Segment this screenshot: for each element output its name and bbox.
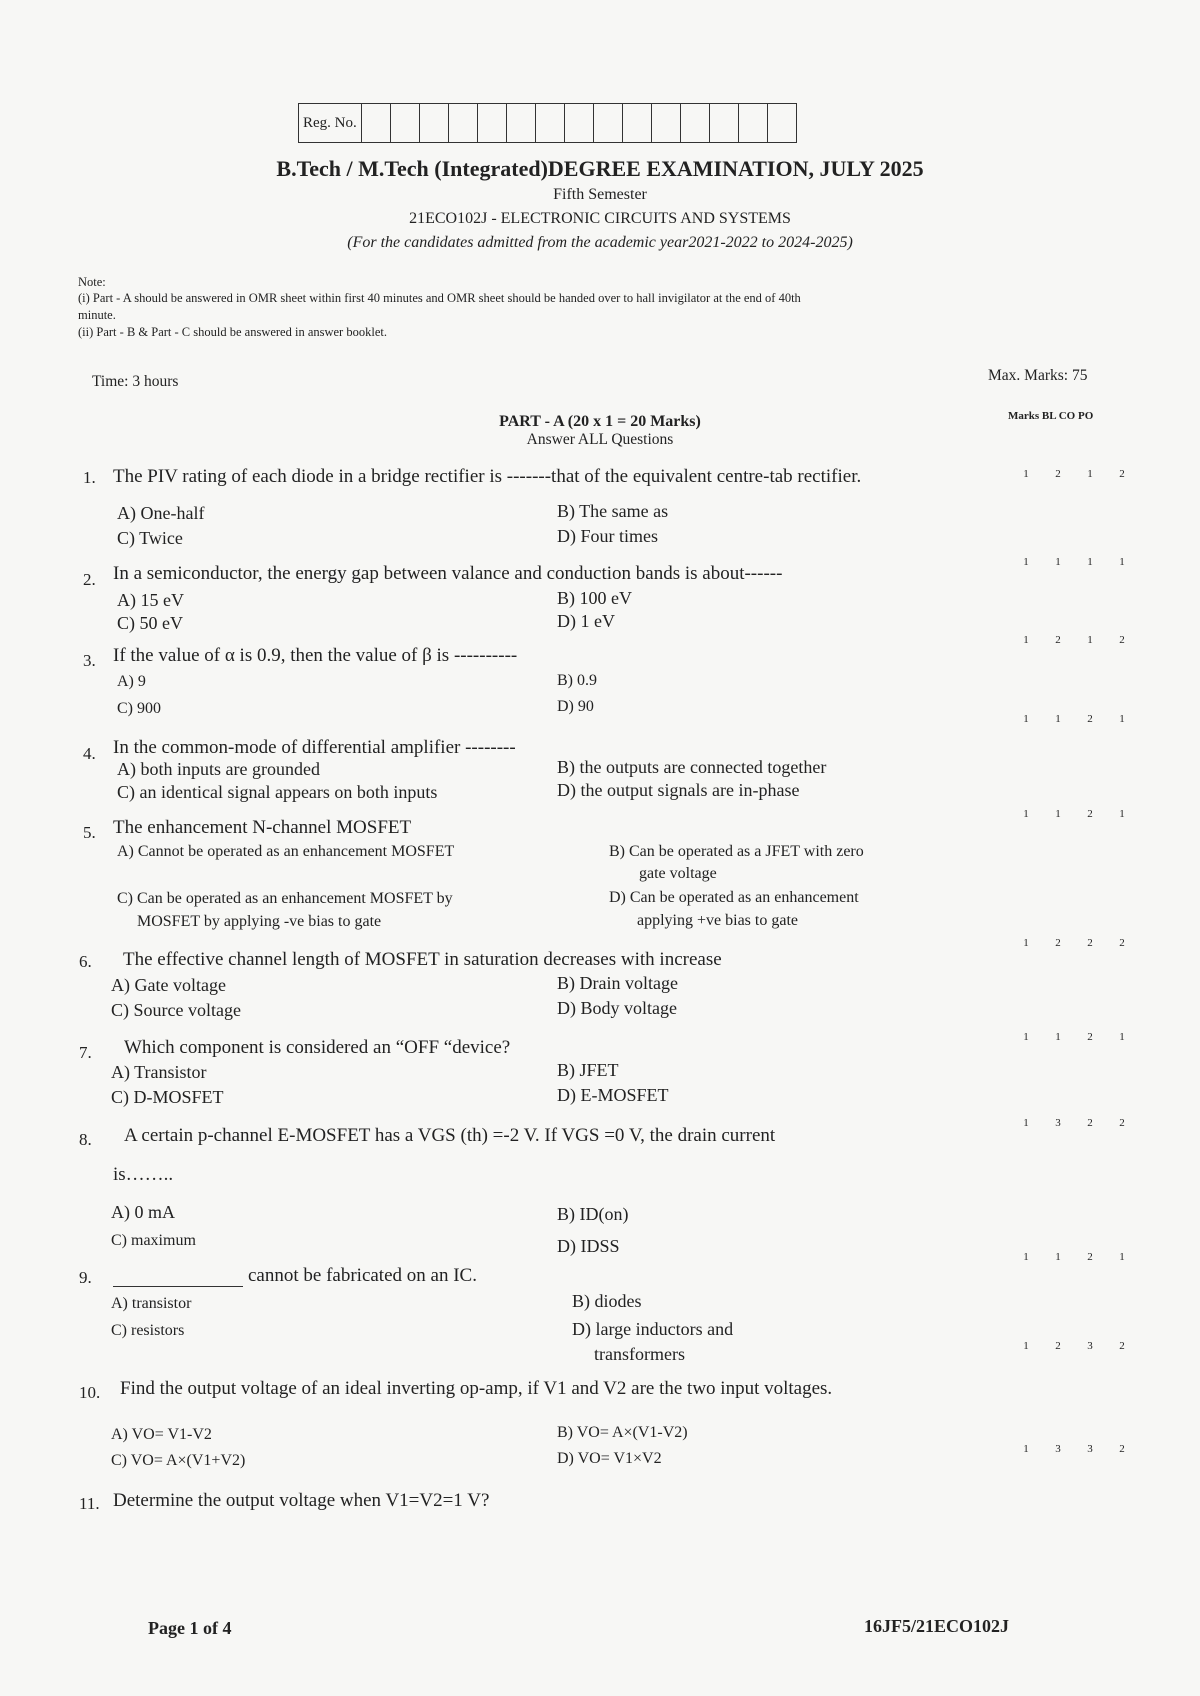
- question-number: 10.: [79, 1383, 101, 1402]
- option-a: A) Gate voltage: [111, 975, 226, 995]
- question-text: Determine the output voltage when V1=V2=1 V?: [113, 1490, 490, 1511]
- option-d: D) VO= V1×V2: [557, 1450, 662, 1467]
- option-a: A) Cannot be operated as an enhancement MOSFET: [117, 843, 455, 860]
- question-number: 11.: [79, 1494, 100, 1513]
- question-text-cont: is……..: [113, 1164, 174, 1185]
- option-c: C) VO= A×(V1+V2): [111, 1452, 246, 1469]
- page-number: Page 1 of 4: [148, 1618, 232, 1638]
- option-d: D) 1 eV: [557, 611, 615, 631]
- question-text: If the value of α is 0.9, then the value of β is ----------: [113, 645, 518, 666]
- part-a-sub: Answer ALL Questions: [526, 431, 674, 448]
- option-b: B) diodes: [572, 1291, 642, 1311]
- note-line-1: (i) Part - A should be answered in OMR sheet within first 40 minutes and OMR sheet should be handed over to hall invigilator at the end of 40th: [78, 291, 801, 305]
- option-c: C) an identical signal appears on both inputs: [117, 782, 438, 802]
- exam-title: B.Tech / M.Tech (Integrated)DEGREE EXAMINATION, JULY 2025: [276, 156, 924, 181]
- question-text: In the common-mode of differential amplifier --------: [113, 737, 516, 758]
- option-b: B) VO= A×(V1-V2): [557, 1424, 688, 1441]
- option-b: B) ID(on): [557, 1204, 629, 1224]
- question-marks: 1 1 2 1: [1023, 1251, 1125, 1263]
- option-c: C) maximum: [111, 1232, 196, 1249]
- course-title: 21ECO102J - ELECTRONIC CIRCUITS AND SYSTEMS: [409, 210, 791, 227]
- question-marks: 1 3 2 2: [1023, 1117, 1125, 1129]
- question-text: The effective channel length of MOSFET in saturation decreases with increase: [123, 949, 722, 970]
- question-number: 1.: [83, 468, 96, 487]
- question-number: 3.: [83, 651, 96, 670]
- question-text: Which component is considered an “OFF “device?: [124, 1037, 511, 1058]
- note-heading: Note:: [78, 275, 106, 289]
- question-text: cannot be fabricated on an IC.: [248, 1265, 477, 1286]
- marks-column-header: Marks BL CO PO: [1008, 410, 1094, 422]
- reg-no-box: [298, 103, 797, 143]
- option-d: D) Four times: [557, 526, 658, 546]
- question-number: 7.: [79, 1043, 92, 1062]
- question-text: A certain p-channel E-MOSFET has a VGS (th) =-2 V. If VGS =0 V, the drain current: [124, 1125, 776, 1146]
- question-marks: 1 2 1 2: [1023, 634, 1125, 646]
- option-d: D) 90: [557, 698, 594, 715]
- option-c: C) Source voltage: [111, 1000, 241, 1020]
- question-marks: 1 2 2 2: [1023, 937, 1125, 949]
- question-number: 8.: [79, 1130, 92, 1149]
- option-b: B) 100 eV: [557, 588, 632, 608]
- option-d: D) large inductors and: [572, 1319, 734, 1339]
- option-c: C) resistors: [111, 1322, 185, 1339]
- option-d: D) Body voltage: [557, 998, 677, 1018]
- max-marks: Max. Marks: 75: [988, 367, 1088, 384]
- question-marks: 1 1 2 1: [1023, 1031, 1125, 1043]
- option-a: A) 9: [117, 673, 146, 690]
- question-text: Find the output voltage of an ideal inverting op-amp, if V1 and V2 are the two input voltages.: [120, 1378, 833, 1399]
- question-marks: 1 2 3 2: [1023, 1340, 1125, 1352]
- question-marks: 1 1 1 1: [1023, 556, 1125, 568]
- question-text: The enhancement N-channel MOSFET: [113, 817, 412, 838]
- option-d-cont: transformers: [594, 1344, 685, 1364]
- question-marks: 1 1 2 1: [1023, 713, 1125, 725]
- option-a: A) Transistor: [111, 1062, 207, 1082]
- semester: Fifth Semester: [553, 186, 647, 203]
- option-a: A) both inputs are grounded: [117, 759, 320, 779]
- question-number: 5.: [83, 823, 96, 842]
- option-b: B) the outputs are connected together: [557, 757, 827, 777]
- option-c: C) D-MOSFET: [111, 1087, 224, 1107]
- question-marks: 1 3 3 2: [1023, 1443, 1125, 1455]
- paper-code: 16JF5/21ECO102J: [864, 1616, 1010, 1636]
- note-line-2: (ii) Part - B & Part - C should be answered in answer booklet.: [78, 325, 387, 339]
- option-a: A) One-half: [117, 503, 205, 523]
- question-marks: 1 2 1 2: [1023, 468, 1125, 480]
- option-b: B) 0.9: [557, 672, 597, 689]
- option-a: A) VO= V1-V2: [111, 1426, 212, 1443]
- option-b: B) Can be operated as a JFET with zero: [609, 843, 864, 860]
- option-c: C) Can be operated as an enhancement MOSFET by: [117, 890, 453, 907]
- option-c-cont: MOSFET by applying -ve bias to gate: [137, 913, 382, 930]
- option-a: A) 15 eV: [117, 590, 184, 610]
- blank-line: [113, 1286, 243, 1287]
- option-c: C) 900: [117, 700, 161, 717]
- option-a: A) transistor: [111, 1295, 192, 1312]
- option-b: B) JFET: [557, 1060, 619, 1080]
- option-d: D) E-MOSFET: [557, 1085, 669, 1105]
- question-number: 2.: [83, 570, 96, 589]
- note-line-1b: minute.: [78, 308, 116, 322]
- question-number: 6.: [79, 952, 92, 971]
- option-d: D) Can be operated as an enhancement: [609, 889, 859, 906]
- option-c: C) Twice: [117, 528, 183, 548]
- reg-no-label: Reg. No.: [299, 104, 362, 142]
- question-marks: 1 1 2 1: [1023, 808, 1125, 820]
- option-d: D) the output signals are in-phase: [557, 780, 800, 800]
- option-a: A) 0 mA: [111, 1202, 175, 1222]
- time-label: Time: 3 hours: [92, 373, 179, 390]
- admission-note: (For the candidates admitted from the academic year2021-2022 to 2024-2025): [347, 234, 853, 251]
- question-text: In a semiconductor, the energy gap between valance and conduction bands is about------: [113, 563, 783, 584]
- option-b: B) Drain voltage: [557, 973, 678, 993]
- option-b: B) The same as: [557, 501, 669, 521]
- question-text: The PIV rating of each diode in a bridge rectifier is -------that of the equivalent centre-tab rectifier.: [113, 466, 862, 487]
- question-number: 4.: [83, 744, 96, 763]
- question-number: 9.: [79, 1268, 92, 1287]
- option-d-cont: applying +ve bias to gate: [637, 912, 798, 929]
- option-b-cont: gate voltage: [639, 865, 717, 882]
- part-a-title: PART - A (20 x 1 = 20 Marks): [499, 413, 701, 430]
- option-d: D) IDSS: [557, 1236, 620, 1256]
- option-c: C) 50 eV: [117, 613, 183, 633]
